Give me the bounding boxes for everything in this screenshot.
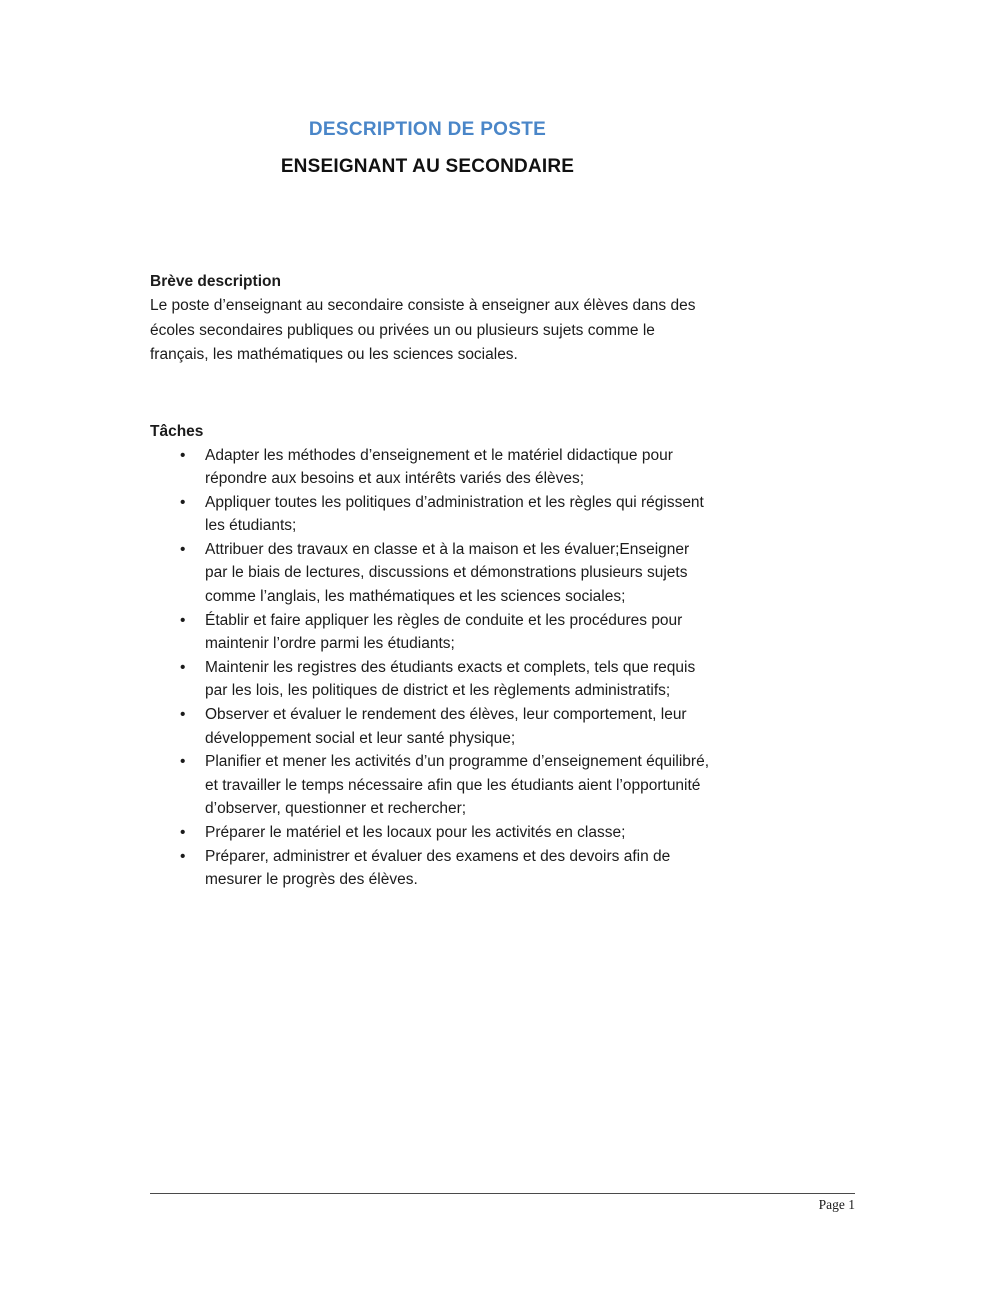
brief-description-body: Le poste d’enseignant au secondaire consiste à enseigner aux élèves dans des écoles secondaires publiques ou privées un ou plusieurs sujets comme le français, les mathématiques ou les sciences sociales. xyxy=(150,297,696,363)
document-subtitle: ENSEIGNANT AU SECONDAIRE xyxy=(280,156,575,177)
bullet-icon: • xyxy=(180,493,186,511)
task-text: Adapter les méthodes d’enseignement et le matériel didactique pour répondre aux besoins et aux intérêts variés des élèves; xyxy=(205,446,673,488)
task-item xyxy=(150,703,855,750)
title-block xyxy=(150,118,705,179)
document-title: DESCRIPTION DE POSTE xyxy=(308,119,547,140)
task-item xyxy=(150,821,855,845)
bullet-icon: • xyxy=(180,847,186,865)
task-item xyxy=(150,538,855,609)
bullet-icon: • xyxy=(180,540,186,558)
task-item xyxy=(150,656,855,703)
task-text: Attribuer des travaux en classe et à la maison et les évaluer;Enseigner par le biais de lectures, discussions et démonstrations plusieurs sujets comme l’anglais, les mathématiques et les sciences sociales; xyxy=(205,540,690,606)
bullet-icon: • xyxy=(180,753,186,771)
task-text: Appliquer toutes les politiques d’administration et les règles qui régissent les étudiants; xyxy=(205,493,704,535)
tasks-heading: Tâches xyxy=(150,422,204,440)
task-text: Établir et faire appliquer les règles de conduite et les procédures pour maintenir l’ordre parmi les étudiants; xyxy=(205,611,683,653)
brief-description-heading: Brève description xyxy=(150,273,281,290)
bullet-icon: • xyxy=(180,658,186,676)
bullet-icon: • xyxy=(180,446,186,464)
bullet-icon: • xyxy=(180,824,186,841)
bullet-icon: • xyxy=(180,706,186,724)
task-text: Préparer, administrer et évaluer des examens et des devoirs afin de mesurer le progrès des élèves. xyxy=(205,847,671,889)
task-text: Observer et évaluer le rendement des élèves, leur comportement, leur développement social et leur santé physique; xyxy=(205,706,687,747)
bullet-icon: • xyxy=(180,611,186,629)
task-text: Planifier et mener les activités d’un programme d’enseignement équilibré, et travailler le temps nécessaire afin que les étudiants aient l’opportunité d’observer, questionner et rechercher; xyxy=(205,753,710,818)
task-text: Préparer le matériel et les locaux pour les activités en classe; xyxy=(205,824,626,841)
task-text: Maintenir les registres des étudiants exacts et complets, tels que requis par les lois, les politiques de district et les règlements administratifs; xyxy=(205,658,696,700)
task-item xyxy=(150,491,855,538)
task-item xyxy=(150,750,855,821)
page-number: Page 1 xyxy=(818,1197,855,1212)
task-item xyxy=(150,845,855,892)
task-list xyxy=(150,444,855,892)
task-item xyxy=(150,609,855,656)
task-item xyxy=(150,444,855,491)
page-footer xyxy=(150,1193,855,1213)
